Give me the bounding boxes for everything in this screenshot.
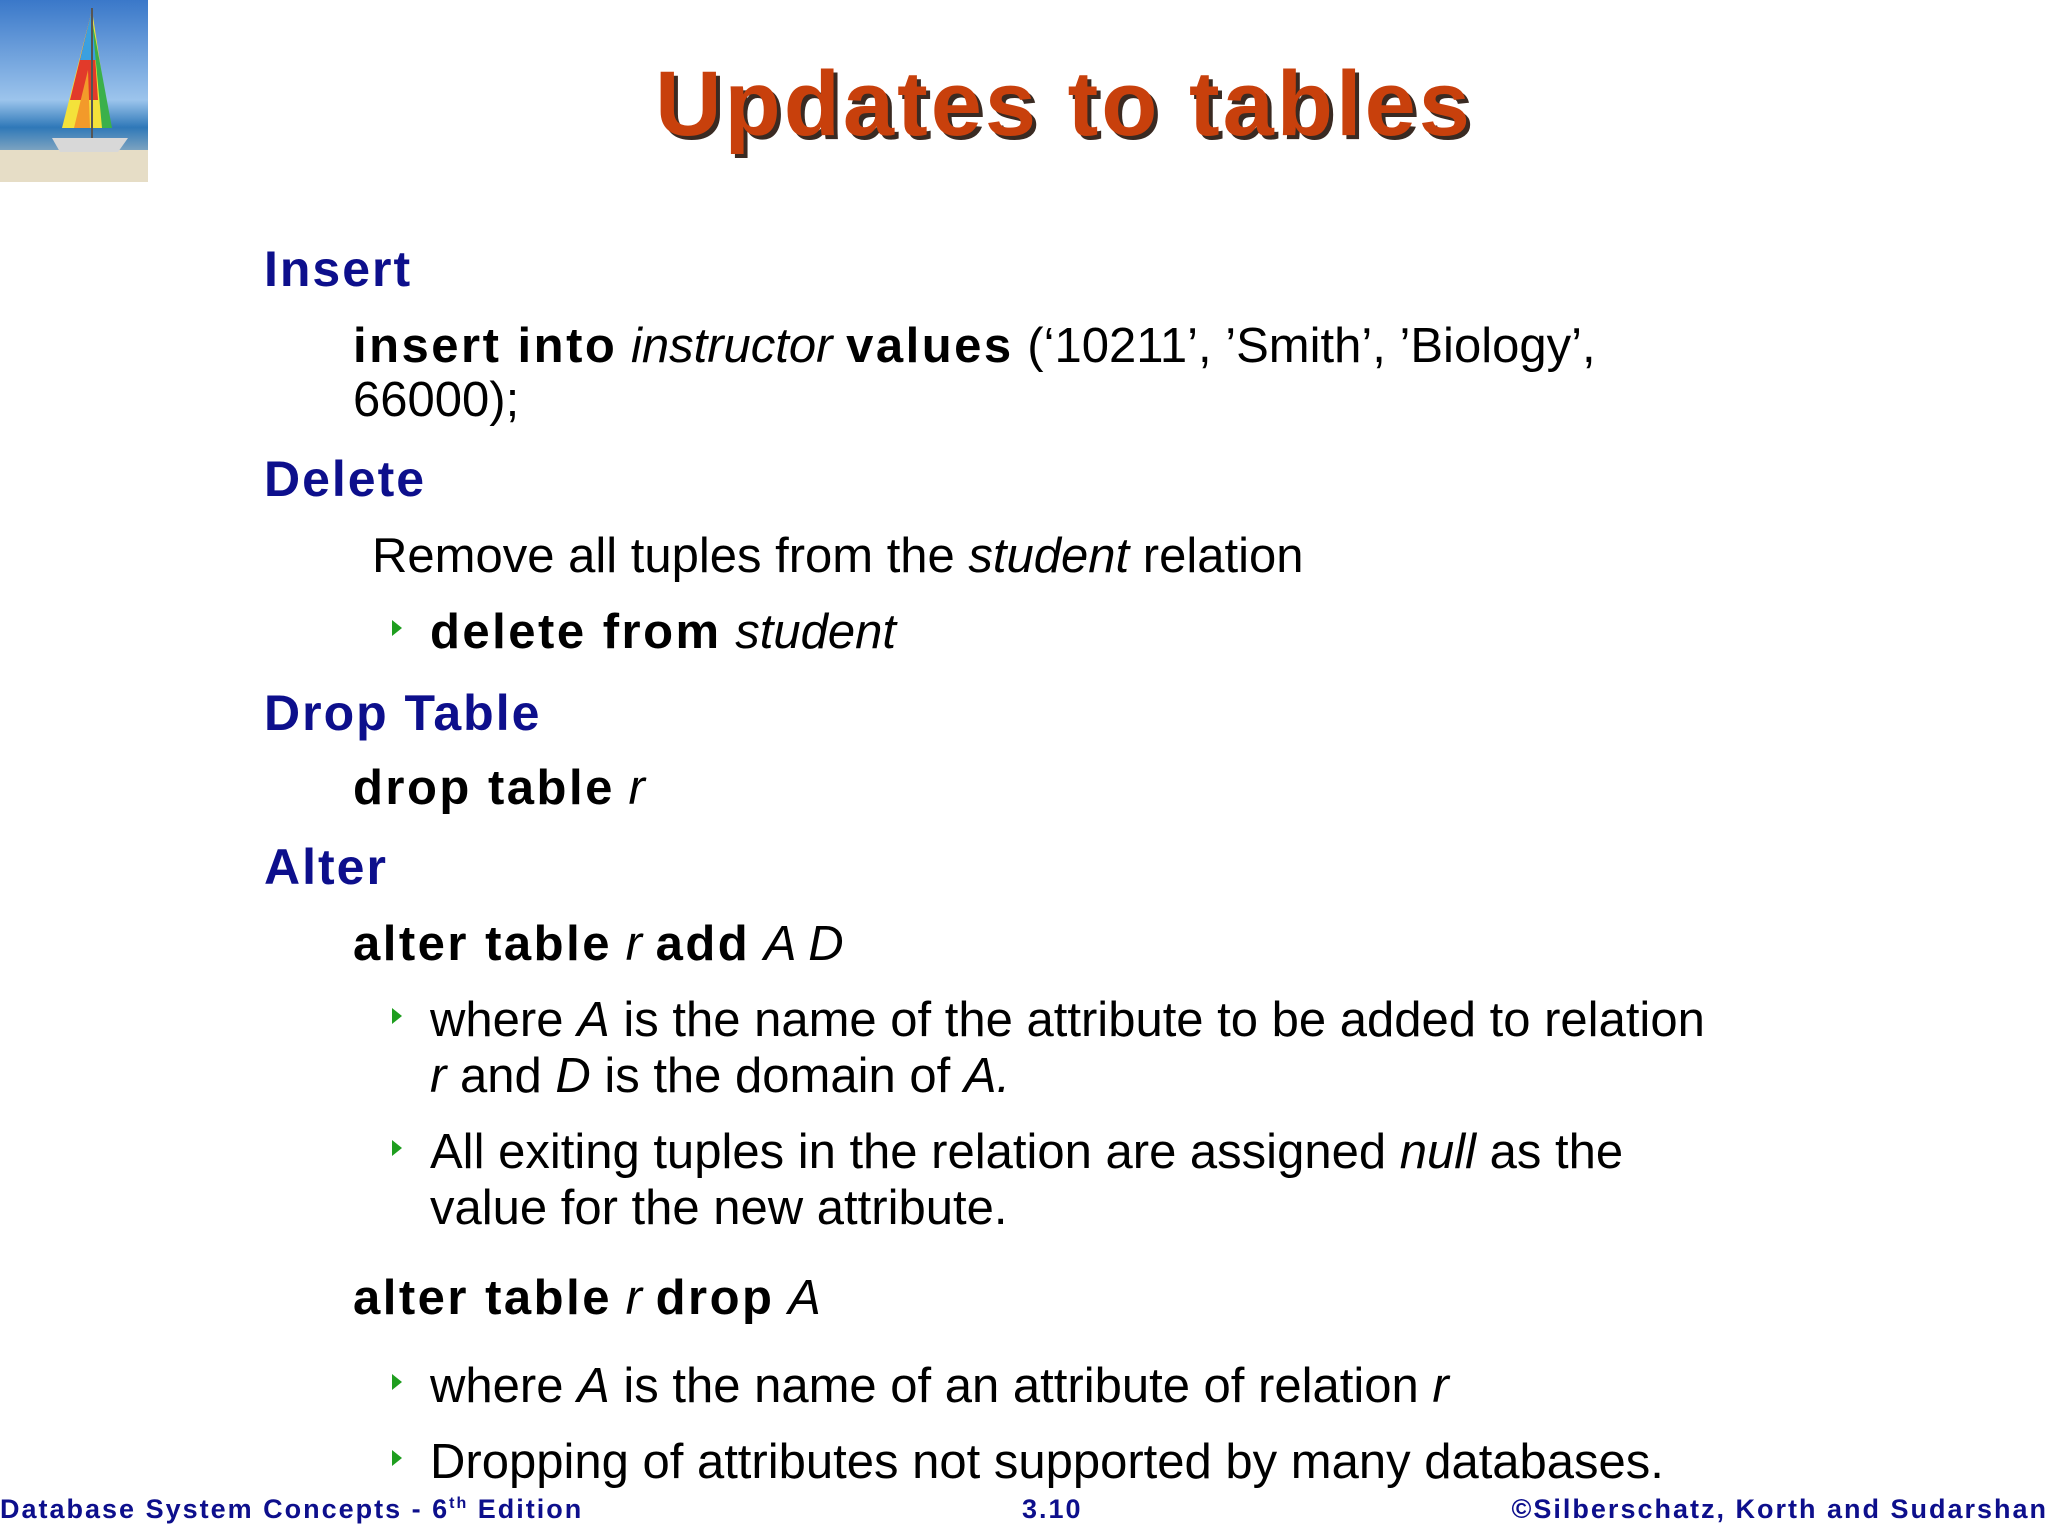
drop-table-keyword: drop table	[353, 761, 615, 815]
alter-drop-bullet1	[430, 1358, 1449, 1414]
add-keyword: add	[655, 917, 751, 971]
alter-null-bullet-line2: value for the new attribute.	[430, 1181, 1008, 1235]
drop-table-statement	[353, 760, 645, 816]
delete-statement	[430, 604, 896, 660]
attribute-symbol: A	[577, 1359, 610, 1413]
alter-drop-attribute: A	[788, 1271, 821, 1325]
footer-copyright: ©Silberschatz, Korth and Sudarshan	[1511, 1494, 2048, 1524]
alter-add-bullet-line1	[430, 992, 1705, 1048]
alter-drop-bullet2: Dropping of attributes not supported by many databases.	[430, 1435, 1664, 1489]
alter-table-keyword: alter table	[353, 917, 612, 971]
alter-add-attribute: A D	[763, 917, 844, 971]
attribute-symbol: A.	[963, 1049, 1011, 1103]
alter-relation-name: r	[625, 917, 642, 971]
bullet-arrow-icon	[392, 1374, 402, 1390]
alter-add-bullet-line2	[430, 1048, 1010, 1104]
footer-book-text: Database System Concepts - 6	[0, 1494, 450, 1524]
slide-title: Updates to tables	[655, 53, 1473, 155]
insert-values: (‘10211’, ’Smith’, ’Biology’,	[1027, 319, 1596, 373]
bullet-text: is the domain of	[590, 1049, 964, 1103]
bullet-text: where	[430, 993, 578, 1047]
delete-desc-text: Remove all tuples from the	[372, 529, 969, 583]
bullet-text: where	[430, 1359, 578, 1413]
bullet-arrow-icon	[392, 1140, 402, 1156]
insert-table-name: instructor	[630, 319, 833, 373]
alter-relation-name: r	[625, 1271, 642, 1325]
bullet-text: is the name of an attribute of relation	[609, 1359, 1433, 1413]
delete-heading: Delete	[264, 451, 427, 507]
insert-statement-line1	[353, 318, 1596, 374]
footer-edition-sup: th	[449, 1495, 469, 1512]
drop-relation-name: r	[628, 761, 645, 815]
drop-keyword: drop	[655, 1271, 775, 1325]
bullet-text: and	[446, 1049, 556, 1103]
footer-book-title	[0, 1494, 583, 1525]
insert-keyword: insert into	[353, 319, 618, 373]
bullet-arrow-icon	[392, 1008, 402, 1024]
bullet-text: All exiting tuples in the relation are assigned	[430, 1125, 1400, 1179]
alter-table-keyword: alter table	[353, 1271, 612, 1325]
insert-values-line2: 66000);	[353, 373, 520, 427]
domain-symbol: D	[555, 1049, 591, 1103]
relation-symbol: r	[430, 1049, 447, 1103]
alter-null-bullet-line1	[430, 1124, 1623, 1180]
null-keyword: null	[1399, 1125, 1476, 1179]
footer-page-number: 3.10	[1022, 1494, 1083, 1524]
relation-symbol: r	[1432, 1359, 1449, 1413]
values-keyword: values	[846, 319, 1014, 373]
insert-heading: Insert	[264, 241, 413, 297]
attribute-symbol: A	[577, 993, 610, 1047]
delete-table-name: student	[735, 605, 896, 659]
delete-description	[372, 528, 1303, 584]
bullet-text: is the name of the attribute to be added to relation	[609, 993, 1705, 1047]
delete-desc-suffix: relation	[1129, 529, 1304, 583]
delete-keyword: delete from	[430, 605, 722, 659]
bullet-text: as the	[1475, 1125, 1624, 1179]
alter-drop-statement	[353, 1270, 821, 1326]
footer-edition-text: Edition	[468, 1494, 584, 1524]
delete-desc-relation: student	[968, 529, 1130, 583]
bullet-arrow-icon	[392, 620, 402, 636]
alter-add-statement	[353, 916, 844, 972]
alter-heading: Alter	[264, 839, 388, 895]
bullet-arrow-icon	[392, 1450, 402, 1466]
drop-table-heading: Drop Table	[264, 685, 542, 741]
